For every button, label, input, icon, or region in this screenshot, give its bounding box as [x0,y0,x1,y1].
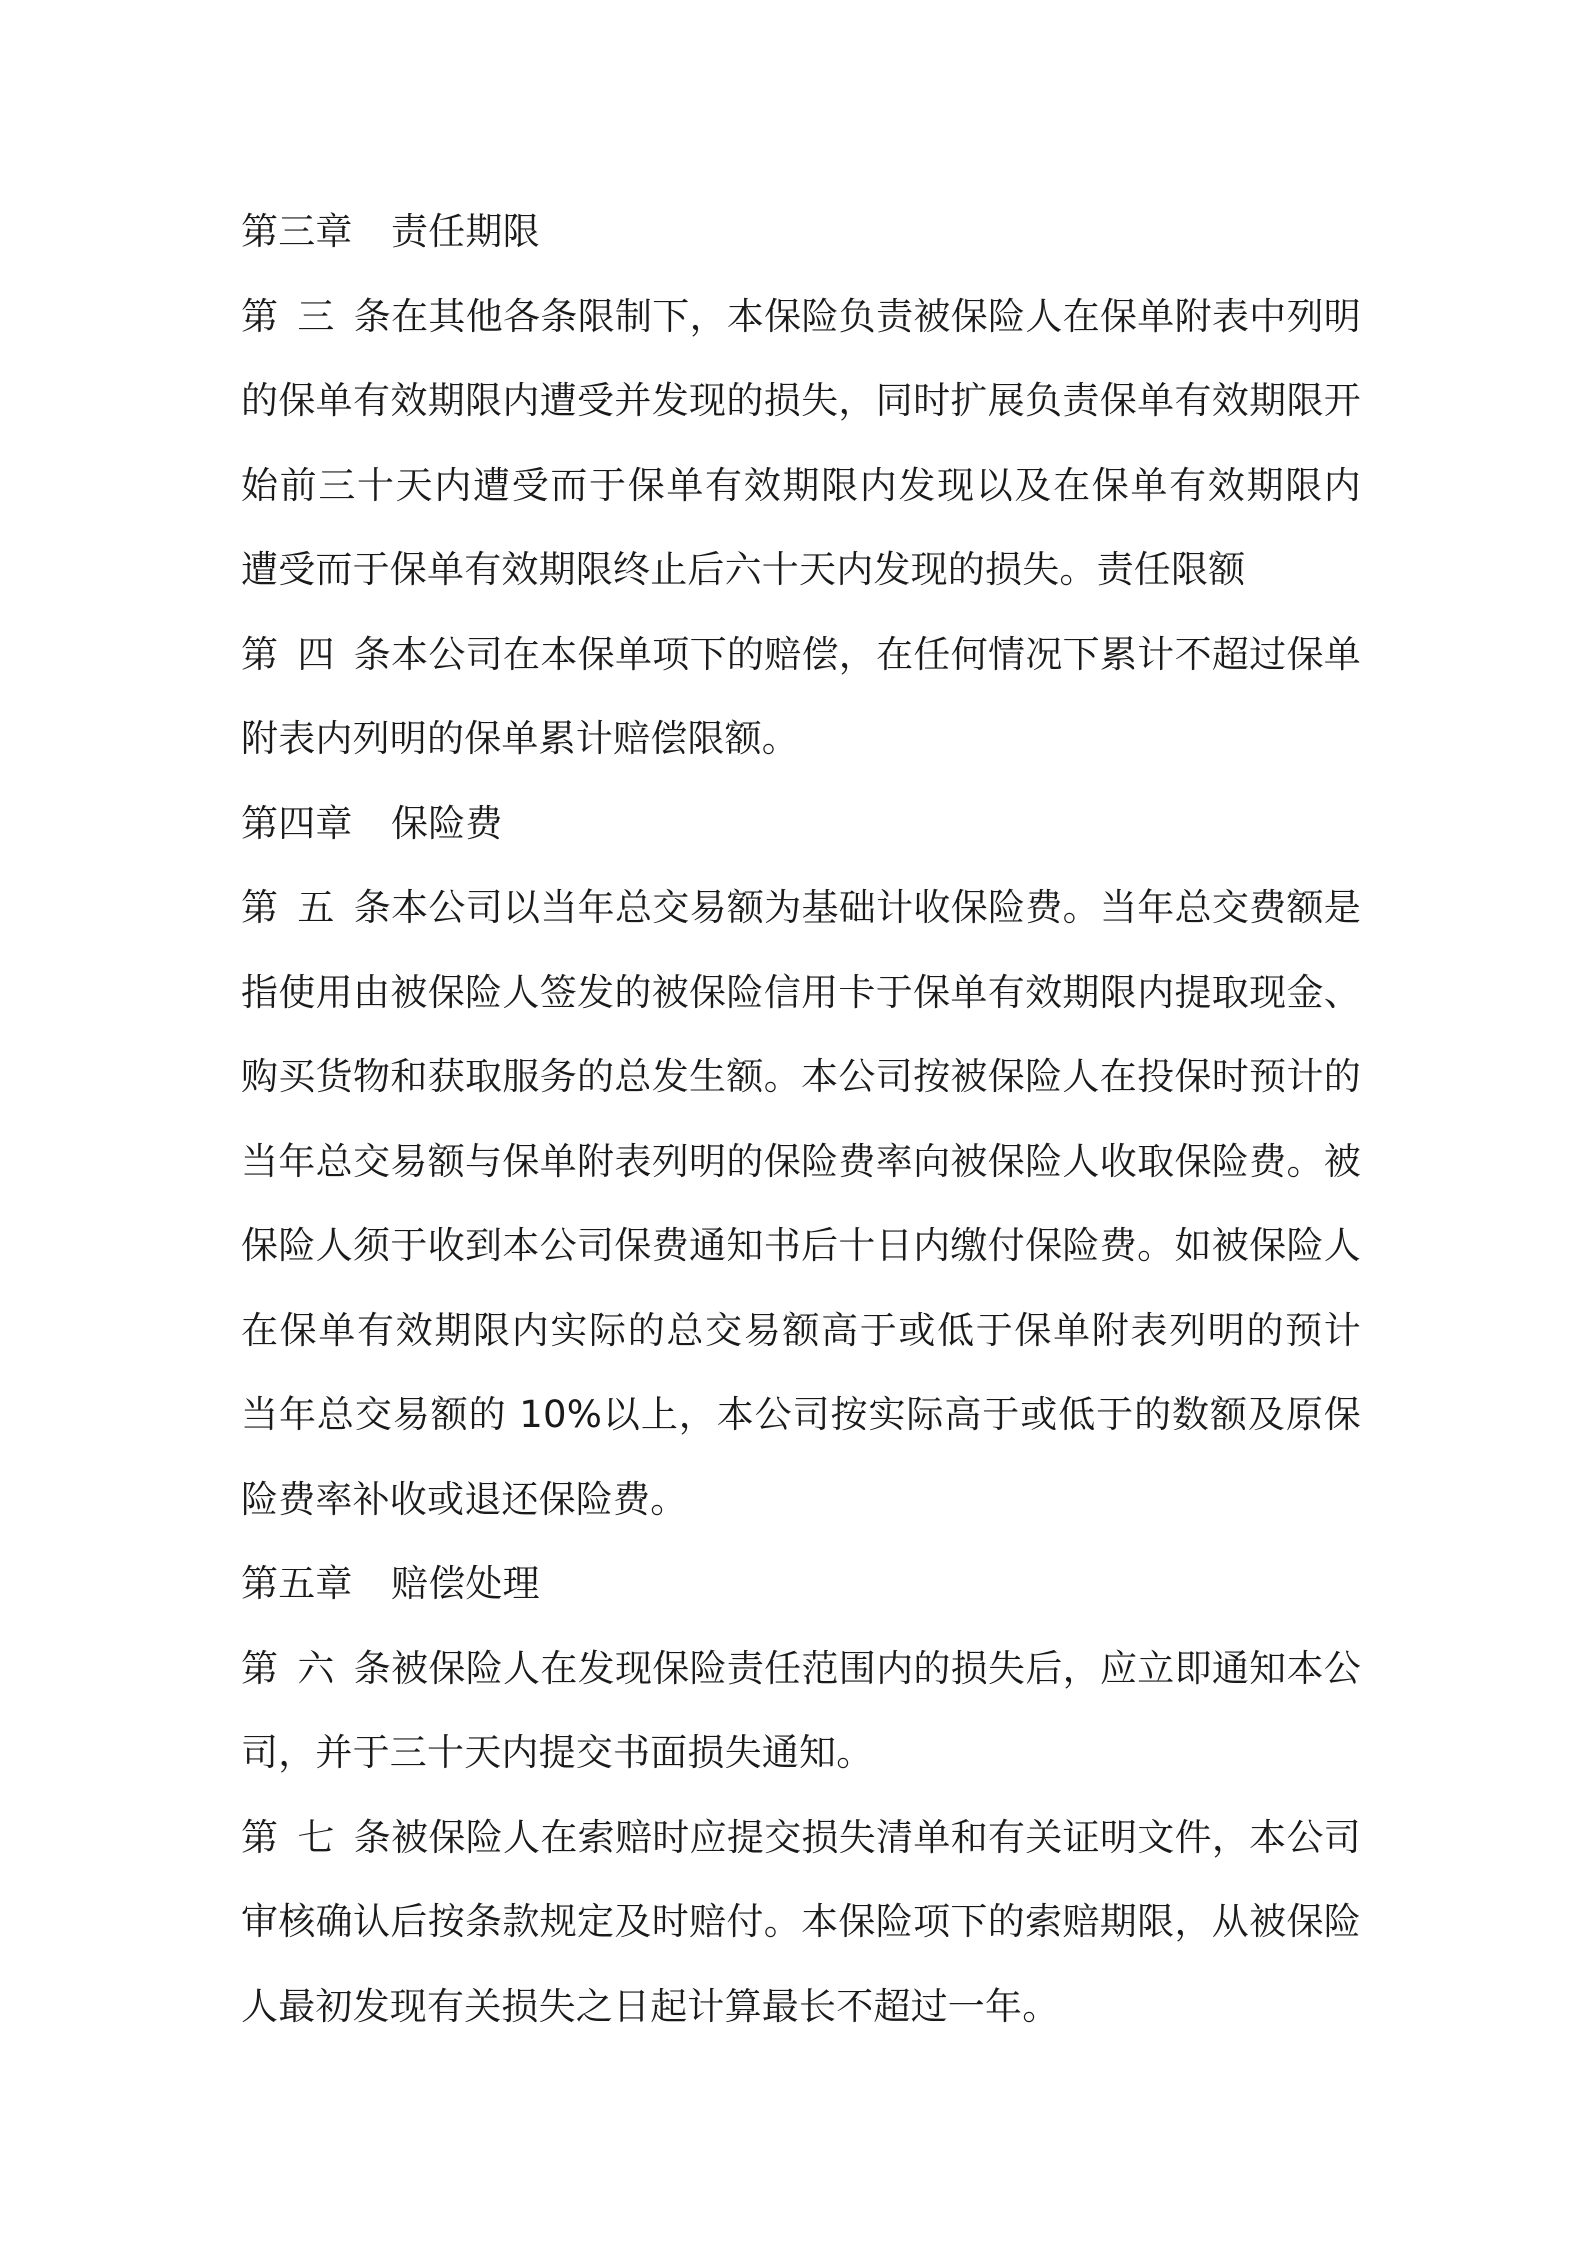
text-line [241,528,1361,613]
line-text: 司，并于三十天内提交书面损失通知。 [241,1731,874,1774]
text-line [241,359,1361,444]
line-text: 遭受而于保单有效期限终止后六十天内发现的损失。责任限额 [241,548,1246,591]
line-text: 始前三十天内遭受而于保单有效期限内发现以及在保单有效期限内 [241,463,1361,507]
text-line [241,866,1361,951]
text-line [241,1796,1361,1881]
text-line [241,613,1361,698]
line-text: 审核确认后按条款规定及时赔付。本保险项下的索赔期限，从被保险 [241,1900,1361,1943]
text-line [241,697,1361,782]
text-line [241,951,1361,1036]
article-label: 第六条 [241,1646,391,1690]
text-line [241,1035,1361,1120]
article-label: 第三条 [241,294,391,338]
line-text: 本公司在本保单项下的赔偿，在任何情况下累计不超过保单 [391,632,1361,676]
text-line [241,190,1361,275]
article-label: 第四条 [241,632,391,676]
document-body [241,190,1361,2049]
text-line [241,1373,1361,1458]
line-text: 责任期限 [391,210,540,253]
line-text: 的保单有效期限内遭受并发现的损失，同时扩展负责保单有效期限开 [241,379,1361,422]
line-text: 在保单有效期限内实际的总交易额高于或低于保单附表列明的预计 [241,1308,1361,1352]
text-line [241,444,1361,529]
text-line [241,782,1361,867]
text-line [241,275,1361,360]
text-line [241,1965,1361,2050]
line-text: 保险人须于收到本公司保费通知书后十日内缴付保险费。如被保险人 [241,1224,1361,1267]
line-text: 当年总交易额的 10%以上，本公司按实际高于或低于的数额及原保 [241,1393,1361,1436]
article-label: 第四章 [241,801,353,845]
line-text: 被保险人在索赔时应提交损失清单和有关证明文件，本公司 [391,1815,1361,1859]
line-text: 保险费 [391,801,503,845]
article-label: 第三章 [241,210,353,253]
text-line [241,1627,1361,1712]
line-text: 本公司以当年总交易额为基础计收保险费。当年总交费额是 [391,886,1361,929]
line-text: 在其他各条限制下，本保险负责被保险人在保单附表中列明 [391,294,1361,338]
article-label: 第五章 [241,1562,353,1605]
article-label: 第七条 [241,1815,391,1859]
text-line [241,1458,1361,1543]
line-text: 险费率补收或退还保险费。 [241,1477,688,1521]
text-line [241,1120,1361,1205]
text-line [241,1289,1361,1374]
line-text: 赔偿处理 [391,1562,540,1605]
line-text: 人最初发现有关损失之日起计算最长不超过一年。 [241,1984,1060,2028]
line-text: 当年总交易额与保单附表列明的保险费率向被保险人收取保险费。被 [241,1139,1361,1183]
text-line [241,1711,1361,1796]
article-label: 第五条 [241,886,391,929]
text-line [241,1204,1361,1289]
text-line [241,1542,1361,1627]
text-line [241,1880,1361,1965]
line-text: 被保险人在发现保险责任范围内的损失后，应立即通知本公 [391,1646,1361,1690]
line-text: 购买货物和获取服务的总发生额。本公司按被保险人在投保时预计的 [241,1055,1361,1098]
line-text: 附表内列明的保单累计赔偿限额。 [241,717,799,760]
line-text: 指使用由被保险人签发的被保险信用卡于保单有效期限内提取现金、 [241,970,1361,1014]
